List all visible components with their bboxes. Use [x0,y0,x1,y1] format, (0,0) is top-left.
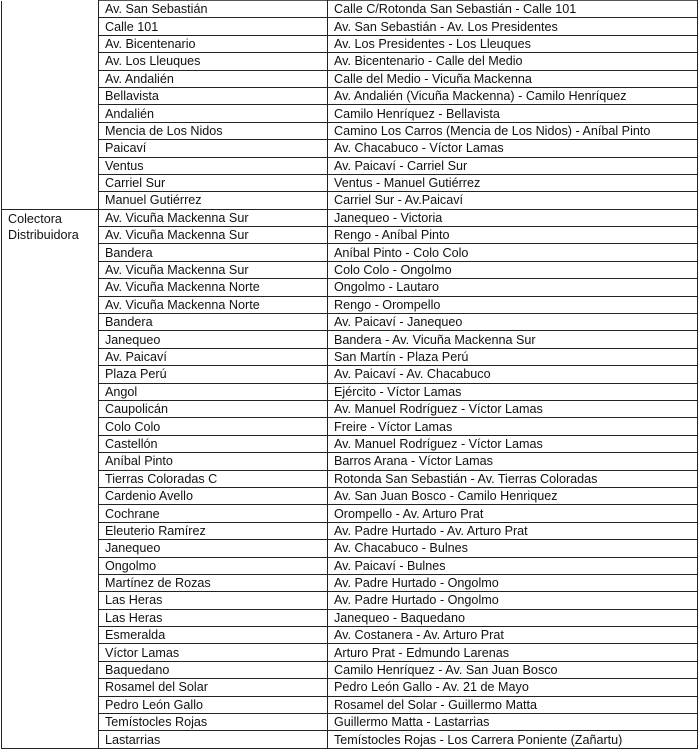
segment-cell: Av. Andalién (Vicuña Mackenna) - Camilo Henríquez [328,87,698,104]
segment-cell: Av. Padre Hurtado - Ongolmo [328,592,698,609]
street-name-cell: Martínez de Rozas [99,574,328,591]
segment-cell: Calle C/Rotonda San Sebastián - Calle 101 [328,1,698,18]
table-body [2,1,698,749]
table-row [2,192,698,209]
segment-cell: Aníbal Pinto - Colo Colo [328,244,698,261]
table-row [2,470,698,487]
table-row [2,261,698,278]
segment-cell: Rengo - Aníbal Pinto [328,227,698,244]
table-row [2,661,698,678]
table-row [2,53,698,70]
segment-cell: Av. Paicaví - Janequeo [328,314,698,331]
table-row [2,731,698,748]
street-name-cell: Av. San Sebastián [99,1,328,18]
segment-cell: Pedro León Gallo - Av. 21 de Mayo [328,679,698,696]
table-row [2,627,698,644]
segment-cell: Av. San Juan Bosco - Camilo Henriquez [328,487,698,504]
segment-cell: Av. Bicentenario - Calle del Medio [328,53,698,70]
street-name-cell: Av. Vicuña Mackenna Sur [99,209,328,226]
street-name-cell: Caupolicán [99,400,328,417]
segment-cell: Calle del Medio - Vicuña Mackenna [328,70,698,87]
segment-cell: Av. Padre Hurtado - Av. Arturo Prat [328,522,698,539]
segment-cell: Av. Chacabuco - Víctor Lamas [328,140,698,157]
table-row [2,18,698,35]
table-row [2,522,698,539]
segment-cell: Av. Padre Hurtado - Ongolmo [328,574,698,591]
street-name-cell: Colo Colo [99,418,328,435]
table-row [2,696,698,713]
table-row [2,244,698,261]
table-row [2,35,698,52]
street-name-cell: Av. Andalién [99,70,328,87]
segment-cell: San Martín - Plaza Perú [328,348,698,365]
segment-cell: Camilo Henríquez - Av. San Juan Bosco [328,661,698,678]
segment-cell: Barros Arana - Víctor Lamas [328,453,698,470]
street-name-cell: Av. Los Lleuques [99,53,328,70]
street-name-cell: Aníbal Pinto [99,453,328,470]
table-row [2,331,698,348]
street-name-cell: Janequeo [99,540,328,557]
street-name-cell: Rosamel del Solar [99,679,328,696]
street-name-cell: Av. Paicaví [99,348,328,365]
segment-cell: Av. Manuel Rodríguez - Víctor Lamas [328,400,698,417]
table-row [2,140,698,157]
segment-cell: Guillermo Matta - Lastarrias [328,714,698,731]
street-name-cell: Av. Vicuña Mackenna Norte [99,296,328,313]
table-row [2,453,698,470]
street-name-cell: Temístocles Rojas [99,714,328,731]
table-row [2,209,698,226]
segment-cell: Ongolmo - Lautaro [328,279,698,296]
street-name-cell: Manuel Gutiérrez [99,192,328,209]
street-name-cell: Castellón [99,435,328,452]
street-segments-table [1,0,698,749]
table-row [2,174,698,191]
segment-cell: Temístocles Rojas - Los Carrera Poniente (Zañartu) [328,731,698,748]
segment-cell: Av. Costanera - Av. Arturo Prat [328,627,698,644]
segment-cell: Av. Paicaví - Carriel Sur [328,157,698,174]
segment-cell: Av. San Sebastián - Av. Los Presidentes [328,18,698,35]
table-row [2,418,698,435]
segment-cell: Camino Los Carros (Mencia de Los Nidos) - Aníbal Pinto [328,122,698,139]
table-row [2,609,698,626]
street-name-cell: Las Heras [99,609,328,626]
street-name-cell: Carriel Sur [99,174,328,191]
table-row [2,400,698,417]
street-name-cell: Bandera [99,244,328,261]
table-row [2,366,698,383]
street-name-cell: Bandera [99,314,328,331]
table-row [2,279,698,296]
segment-cell: Av. Manuel Rodríguez - Víctor Lamas [328,435,698,452]
segment-cell: Rotonda San Sebastián - Av. Tierras Coloradas [328,470,698,487]
segment-cell: Freire - Víctor Lamas [328,418,698,435]
table-row [2,70,698,87]
table-row [2,157,698,174]
table-row [2,714,698,731]
street-name-cell: Ventus [99,157,328,174]
street-name-cell: Andalién [99,105,328,122]
segment-cell: Av. Paicaví - Av. Chacabuco [328,366,698,383]
segment-cell: Janequeo - Baquedano [328,609,698,626]
street-name-cell: Las Heras [99,592,328,609]
street-name-cell: Av. Vicuña Mackenna Sur [99,227,328,244]
table-row [2,227,698,244]
street-name-cell: Angol [99,383,328,400]
table-row [2,435,698,452]
table-row [2,87,698,104]
segment-cell: Camilo Henríquez - Bellavista [328,105,698,122]
segment-cell: Bandera - Av. Vicuña Mackenna Sur [328,331,698,348]
street-name-cell: Av. Vicuña Mackenna Norte [99,279,328,296]
street-name-cell: Víctor Lamas [99,644,328,661]
segment-cell: Janequeo - Victoria [328,209,698,226]
table-row [2,487,698,504]
segment-cell: Av. Paicaví - Bulnes [328,557,698,574]
table-row [2,574,698,591]
street-name-cell: Janequeo [99,331,328,348]
table-row [2,505,698,522]
street-name-cell: Esmeralda [99,627,328,644]
street-name-cell: Pedro León Gallo [99,696,328,713]
category-cell: Colectora Distribuidora [2,209,99,748]
table-row [2,557,698,574]
street-name-cell: Cochrane [99,505,328,522]
table-row [2,679,698,696]
table-row [2,314,698,331]
segment-cell: Av. Los Presidentes - Los Lleuques [328,35,698,52]
category-cell [2,1,99,210]
table-row [2,296,698,313]
street-name-cell: Baquedano [99,661,328,678]
table-row [2,105,698,122]
street-name-cell: Paicaví [99,140,328,157]
table-row [2,383,698,400]
segment-cell: Av. Chacabuco - Bulnes [328,540,698,557]
street-name-cell: Av. Bicentenario [99,35,328,52]
table-row [2,348,698,365]
street-name-cell: Mencia de Los Nidos [99,122,328,139]
street-name-cell: Ongolmo [99,557,328,574]
table-row [2,644,698,661]
segment-cell: Rengo - Orompello [328,296,698,313]
segment-cell: Orompello - Av. Arturo Prat [328,505,698,522]
segment-cell: Carriel Sur - Av.Paicaví [328,192,698,209]
table-row [2,1,698,18]
table-row [2,540,698,557]
street-name-cell: Plaza Perú [99,366,328,383]
street-name-cell: Cardenio Avello [99,487,328,504]
street-name-cell: Lastarrias [99,731,328,748]
segment-cell: Colo Colo - Ongolmo [328,261,698,278]
street-name-cell: Calle 101 [99,18,328,35]
table-row [2,592,698,609]
segment-cell: Arturo Prat - Edmundo Larenas [328,644,698,661]
segment-cell: Rosamel del Solar - Guillermo Matta [328,696,698,713]
street-name-cell: Eleuterio Ramírez [99,522,328,539]
segment-cell: Ejército - Víctor Lamas [328,383,698,400]
street-name-cell: Bellavista [99,87,328,104]
segment-cell: Ventus - Manuel Gutiérrez [328,174,698,191]
street-name-cell: Av. Vicuña Mackenna Sur [99,261,328,278]
street-name-cell: Tierras Coloradas C [99,470,328,487]
table-row [2,122,698,139]
